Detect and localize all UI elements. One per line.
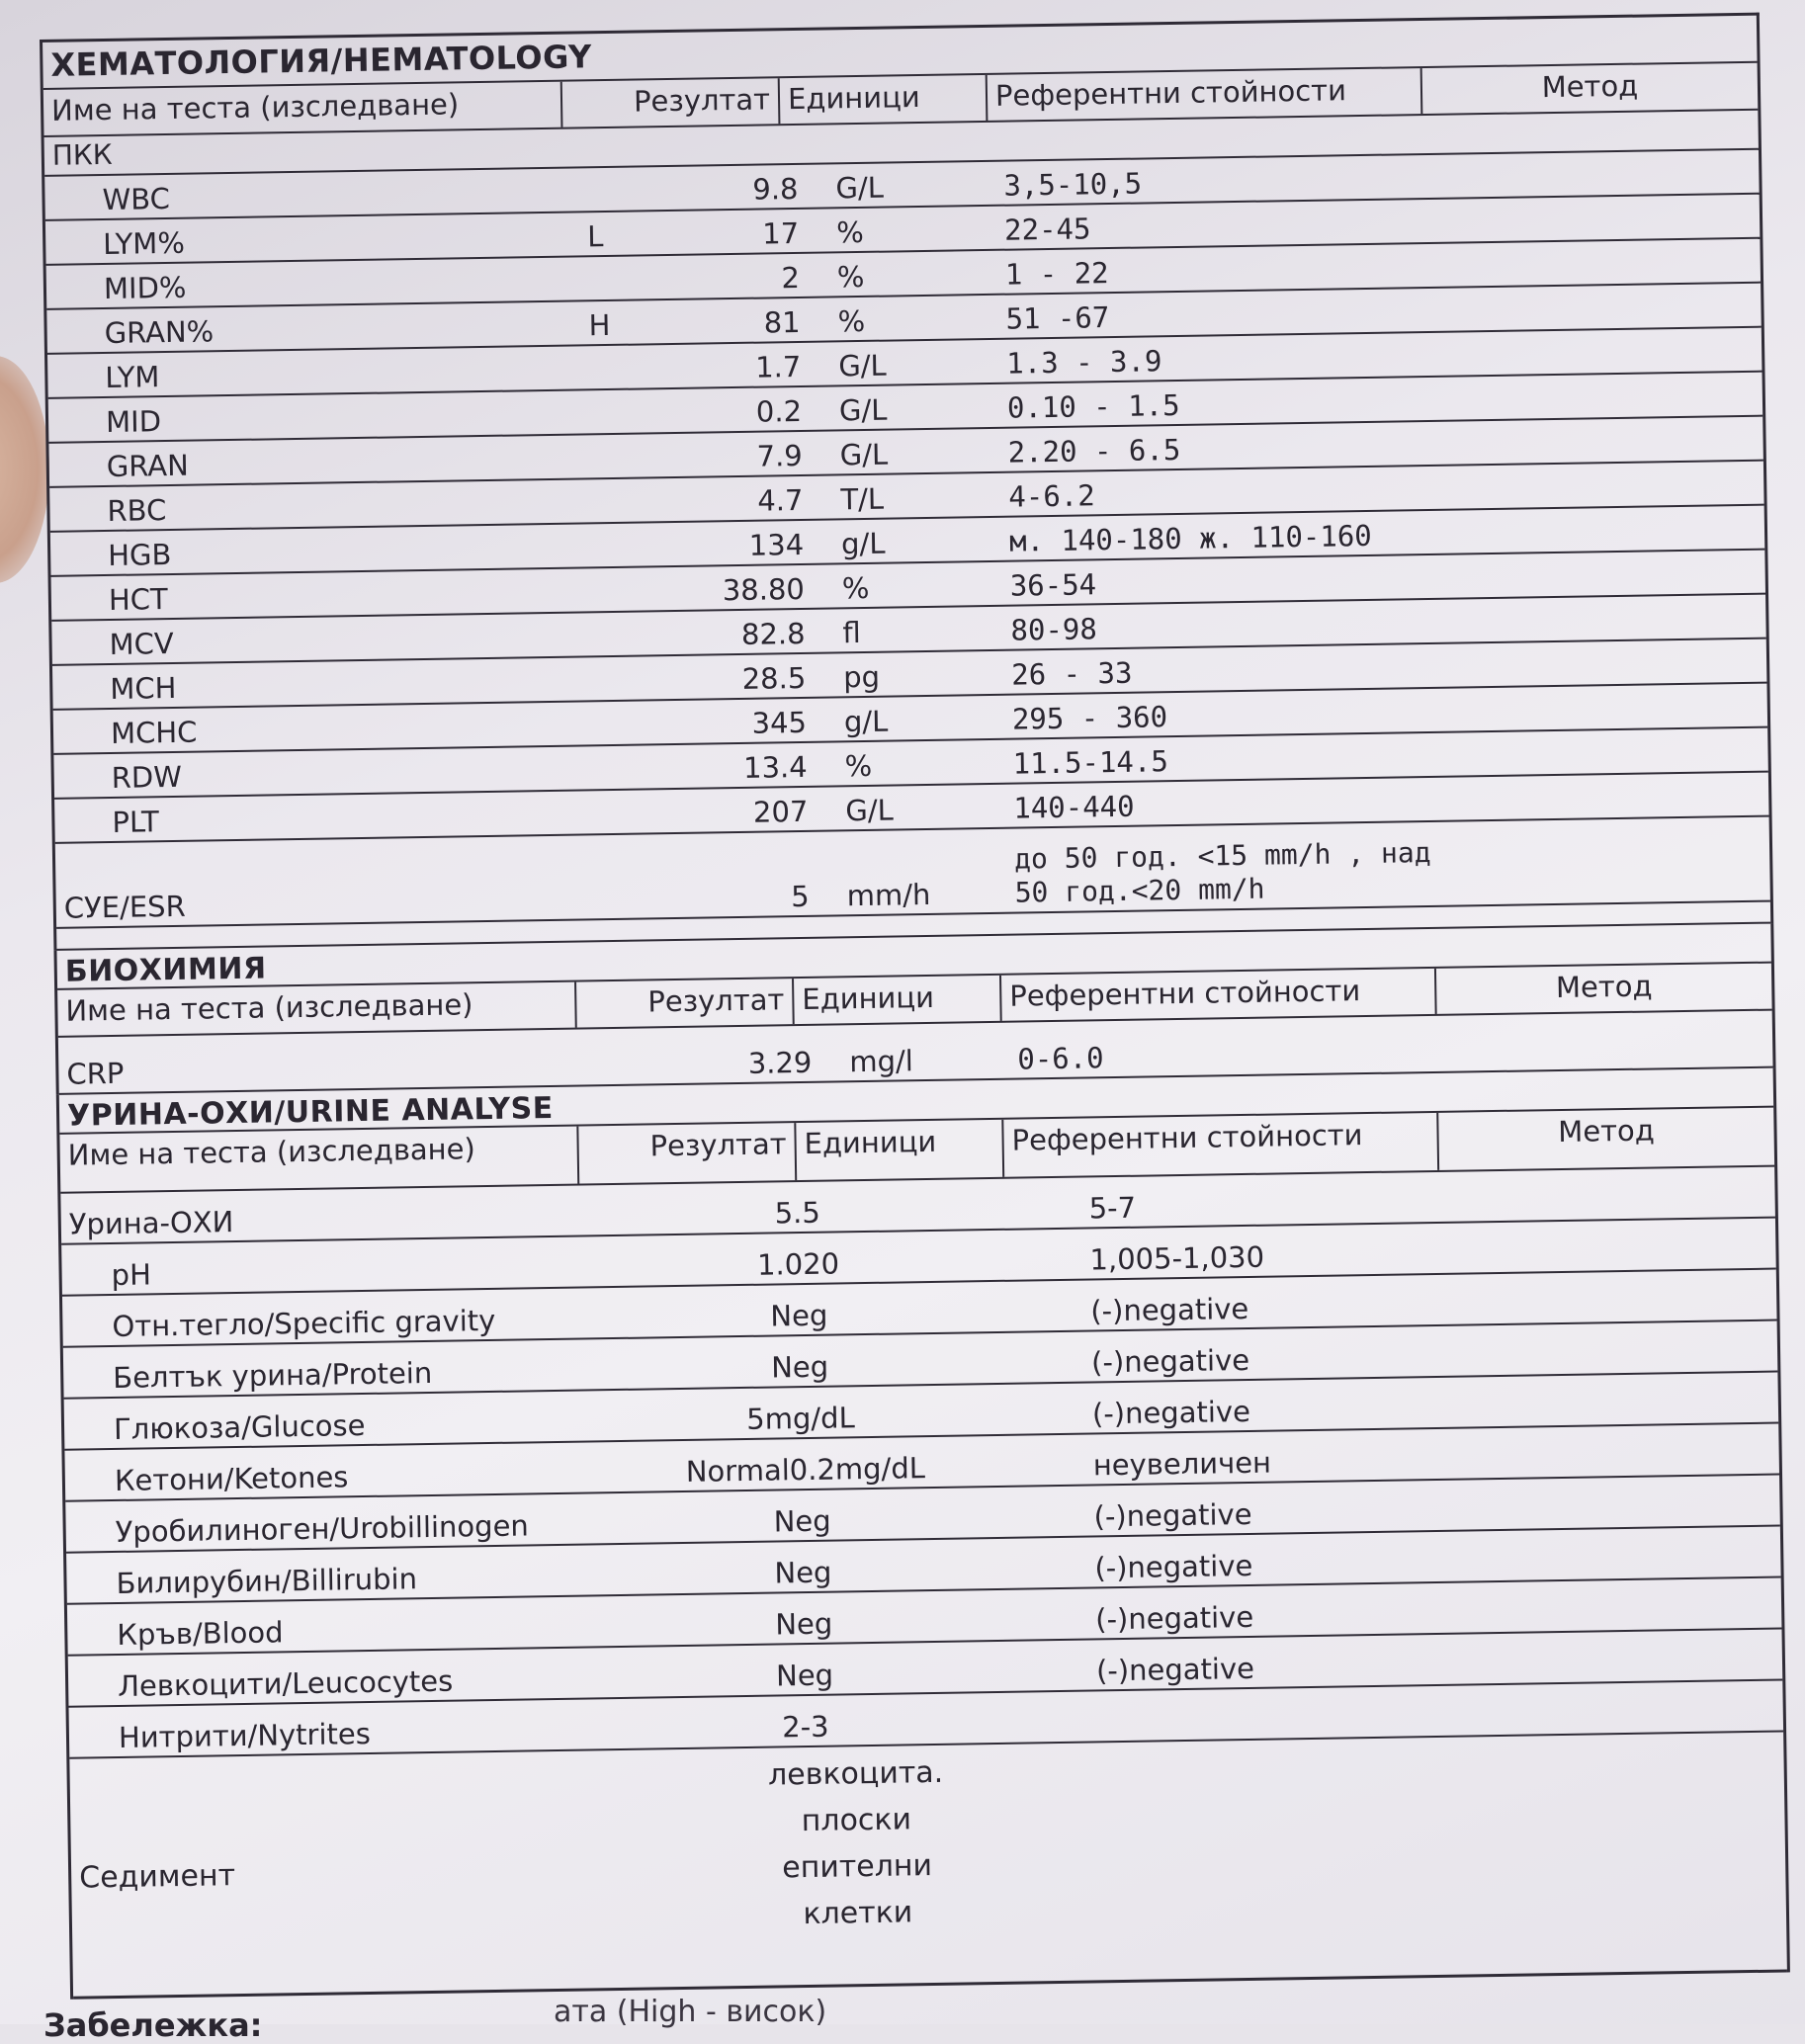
unit: G/L <box>835 170 885 206</box>
result: Normal0.2mg/dL <box>685 1451 926 1489</box>
result: 207 <box>752 794 809 829</box>
result: Neg <box>770 1298 828 1333</box>
reference: (-)negative <box>1091 1394 1251 1431</box>
flag: L <box>586 219 604 254</box>
result: 82.8 <box>740 616 806 651</box>
unit: % <box>844 748 873 784</box>
test-name: MCH <box>110 670 177 706</box>
header-test-name: Име на теста (изследване) <box>57 982 577 1036</box>
sediment-line: плоски <box>801 1802 912 1839</box>
reference: (-)negative <box>1090 1291 1249 1328</box>
test-name: HGB <box>107 537 172 572</box>
test-name: Глюкоза/Glucose <box>113 1408 366 1446</box>
hematology-rows <box>44 150 1768 844</box>
crp-unit: mg/l <box>849 1044 914 1079</box>
result: Neg <box>775 1658 834 1693</box>
flag <box>580 297 659 299</box>
flag <box>586 652 665 655</box>
sediment-line: левкоцита. <box>767 1754 944 1793</box>
result: 7.9 <box>756 438 803 473</box>
test-name: RBC <box>107 493 167 528</box>
note-label: Забележка: <box>43 2006 263 2044</box>
reference: 2.20 - 6.5 <box>1007 432 1181 469</box>
header-units: Единици <box>796 1120 1004 1180</box>
hematology-title: ХЕМАТОЛОГИЯ/HEMATOLOGY <box>43 16 1758 90</box>
header-test-name: Име на теста (изследване) <box>59 1127 579 1192</box>
test-name: WBC <box>102 181 171 217</box>
test-name: Кетони/Ketones <box>114 1460 349 1497</box>
result: 13.4 <box>742 749 808 785</box>
biochemistry-title: БИОХИМИЯ <box>56 924 1770 990</box>
test-name: Билирубин/Billirubin <box>116 1562 418 1600</box>
flag <box>579 208 658 211</box>
result: 38.80 <box>722 571 806 608</box>
flag <box>584 519 663 522</box>
flag <box>588 786 667 789</box>
reference: 11.5-14.5 <box>1012 744 1169 781</box>
test-name: MID% <box>103 270 187 306</box>
header-reference: Референтни стойности <box>1003 1113 1439 1177</box>
esr-name: СУЕ/ESR <box>63 889 186 925</box>
unit: % <box>835 214 864 250</box>
reference: (-)negative <box>1094 1548 1253 1585</box>
unit: % <box>836 259 865 295</box>
note-partial-text: ата (High - висок) <box>554 1995 827 2029</box>
unit: T/L <box>840 481 885 517</box>
result: 4.7 <box>757 482 804 518</box>
header-method: Метод <box>1557 1113 1656 1150</box>
unit: pg <box>842 659 881 695</box>
reference: (-)negative <box>1094 1599 1254 1637</box>
test-name: MCV <box>109 626 174 661</box>
header-method: Метод <box>1555 969 1653 1005</box>
result: Neg <box>775 1606 833 1642</box>
result: Neg <box>770 1349 829 1385</box>
result: Neg <box>774 1555 832 1590</box>
reference: 1,005-1,030 <box>1089 1239 1265 1277</box>
reference: неувеличен <box>1092 1445 1272 1483</box>
hematology-section <box>40 13 1773 951</box>
result: 2 <box>781 260 801 296</box>
reference: 0.10 - 1.5 <box>1006 387 1180 425</box>
header-result: Резултат <box>576 979 795 1027</box>
sediment-line: епителни <box>781 1848 933 1886</box>
result: 5mg/dL <box>746 1401 855 1436</box>
header-result: Резултат <box>578 1123 797 1183</box>
header-units: Единици <box>780 75 988 124</box>
unit: g/L <box>843 704 889 739</box>
flag <box>582 430 661 433</box>
flag <box>583 474 662 477</box>
flag: H <box>588 307 611 343</box>
urine-section <box>56 1068 1790 2000</box>
reference: м. 140-180 ж. 110-160 <box>1008 518 1372 558</box>
sediment-label: Седимент <box>78 1857 236 1896</box>
header-reference: Референтни стойности <box>1001 969 1437 1021</box>
reference: (-)negative <box>1093 1496 1252 1534</box>
reference: 36-54 <box>1009 567 1097 603</box>
flag <box>585 608 664 611</box>
test-name: HCT <box>108 582 168 617</box>
reference: 22-45 <box>1003 212 1091 247</box>
result: 0.2 <box>755 393 803 429</box>
flag <box>587 741 666 744</box>
result: Neg <box>773 1503 831 1539</box>
test-name: Отн.тегло/Specific gravity <box>112 1303 496 1344</box>
result: 345 <box>751 705 808 740</box>
test-name: Нитрити/Nytrites <box>118 1716 372 1754</box>
reference: 5-7 <box>1088 1190 1137 1226</box>
test-name: Урина-ОХИ <box>68 1205 234 1241</box>
test-name: LYM <box>105 360 160 394</box>
esr-reference: до 50 год. <15 mm/h , над 50 год.<20 mm/h <box>1013 835 1431 909</box>
crp-name: CRP <box>66 1056 125 1091</box>
flag <box>589 830 668 833</box>
reference: 4-6.2 <box>1008 478 1095 514</box>
test-name: MCHC <box>110 715 198 750</box>
sediment-line: клетки <box>803 1895 913 1932</box>
unit: % <box>841 570 870 606</box>
test-name: Белтък урина/Protein <box>113 1355 433 1395</box>
header-units: Единици <box>794 976 1002 1024</box>
test-name: PLT <box>112 805 160 839</box>
reference: (-)negative <box>1095 1651 1255 1688</box>
test-name: MID <box>105 404 162 439</box>
sediment-result <box>682 1745 1032 1987</box>
flag <box>582 385 661 388</box>
reference: 26 - 33 <box>1010 655 1133 692</box>
reference: 80-98 <box>1010 612 1098 647</box>
result: 1.020 <box>756 1246 840 1282</box>
flag <box>584 563 663 566</box>
reference: 1 - 22 <box>1004 256 1109 292</box>
unit: fl <box>842 616 862 650</box>
result: 134 <box>748 527 805 562</box>
test-name: LYM% <box>102 225 186 262</box>
result: 28.5 <box>741 660 807 696</box>
unit: g/L <box>840 526 886 561</box>
esr-unit: mm/h <box>846 877 931 913</box>
reference: 51 -67 <box>1005 300 1110 336</box>
result: 2-3 <box>781 1709 829 1745</box>
reference: 295 - 360 <box>1011 700 1168 736</box>
test-name: Левкоцити/Leucocytes <box>117 1663 454 1703</box>
esr-result: 5 <box>790 879 810 914</box>
urine-rows <box>60 1167 1783 1759</box>
crp-reference: 0-6.0 <box>1017 1041 1104 1076</box>
header-test-name: Име на теста (изследване) <box>43 82 563 135</box>
lab-report <box>40 13 1790 2000</box>
test-name: GRAN <box>106 448 190 483</box>
result: 17 <box>762 215 800 251</box>
reference: 1.3 - 3.9 <box>1006 344 1162 381</box>
header-reference: Референтни стойности <box>988 68 1423 121</box>
unit: G/L <box>838 348 887 383</box>
sediment-row <box>69 1733 1787 2000</box>
result: 9.8 <box>752 171 799 207</box>
result: 5.5 <box>774 1195 821 1231</box>
biochemistry-section <box>53 924 1775 1095</box>
result: 1.7 <box>754 349 802 384</box>
urine-title: УРИНА-ОХИ/URINE ANALYSE <box>59 1068 1773 1135</box>
unit: G/L <box>845 793 895 828</box>
result: 81 <box>763 304 801 340</box>
unit: G/L <box>838 392 888 428</box>
test-name: pH <box>111 1257 152 1293</box>
flag <box>587 697 666 700</box>
header-method: Метод <box>1541 68 1639 105</box>
reference: (-)negative <box>1090 1342 1250 1380</box>
test-name: RDW <box>111 759 183 795</box>
unit: % <box>837 303 866 339</box>
test-name: GRAN% <box>104 314 215 351</box>
test-name: Кръв/Blood <box>117 1615 284 1652</box>
unit: G/L <box>839 437 889 472</box>
header-result: Резултат <box>562 78 781 127</box>
reference: 140-440 <box>1013 789 1135 825</box>
crp-result: 3.29 <box>747 1045 813 1080</box>
group-label-pkk: ПКК <box>44 111 1759 177</box>
test-name: Уробилиноген/Urobillinogen <box>115 1508 530 1549</box>
reference: 3,5-10,5 <box>1003 166 1143 203</box>
